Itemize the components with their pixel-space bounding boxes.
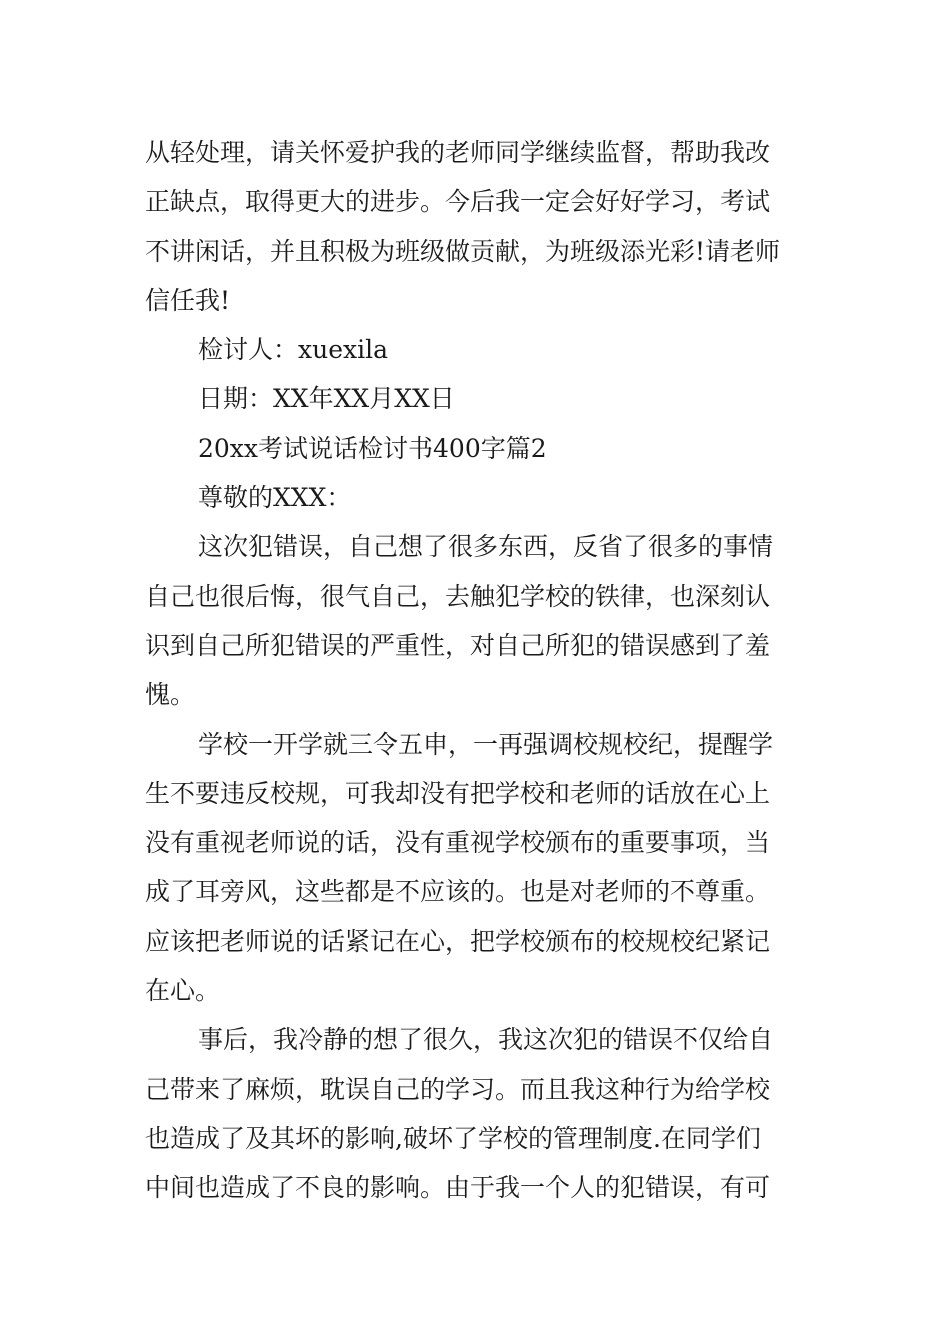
text-line: 事后，我冷静的想了很久，我这次犯的错误不仅给自 — [198, 1025, 774, 1055]
text-line: 生不要违反校规，可我却没有把学校和老师的话放在心上 — [145, 778, 771, 808]
section-heading: 20xx考试说话检讨书400字篇2 — [198, 433, 547, 463]
text-line: 愧。 — [145, 680, 196, 710]
text-line: 不讲闲话，并且积极为班级做贡献，为班级添光彩!请老师 — [145, 236, 781, 266]
text-line: 应该把老师说的话紧记在心，把学校颁布的校规校纪紧记 — [145, 926, 771, 956]
text-line: 这次犯错误，自己想了很多东西，反省了很多的事情 — [198, 532, 774, 562]
text-line: 识到自己所犯错误的严重性，对自己所犯的错误感到了羞 — [145, 630, 771, 660]
document-body — [145, 128, 810, 1213]
signature-line: 检讨人：xuexila — [198, 335, 388, 365]
text-line: 学校一开学就三令五申，一再强调校规校纪，提醒学 — [198, 729, 774, 759]
salutation: 尊敬的XXX： — [198, 483, 352, 513]
text-line: 从轻处理，请关怀爱护我的老师同学继续监督，帮助我改 — [145, 138, 771, 167]
text-line: 自己也很后悔，很气自己，去触犯学校的铁律，也深刻认 — [145, 581, 771, 611]
text-line: 己带来了麻烦，耽误自己的学习。而且我这种行为给学校 — [145, 1074, 771, 1104]
text-line: 信任我! — [145, 285, 231, 315]
text-line: 中间也造成了不良的影响。由于我一个人的犯错误，有可 — [145, 1173, 771, 1203]
text-line: 没有重视老师说的话，没有重视学校颁布的重要事项，当 — [145, 828, 771, 858]
text-line: 在心。 — [145, 976, 221, 1006]
text-line: 正缺点，取得更大的进步。今后我一定会好好学习，考试 — [145, 187, 771, 217]
text-line: 也造成了及其坏的影响,破坏了学校的管理制度.在同学们 — [145, 1123, 761, 1153]
text-line: 成了耳旁风，这些都是不应该的。也是对老师的不尊重。 — [145, 877, 771, 907]
date-line: 日期：XX年XX月XX日 — [198, 384, 455, 414]
